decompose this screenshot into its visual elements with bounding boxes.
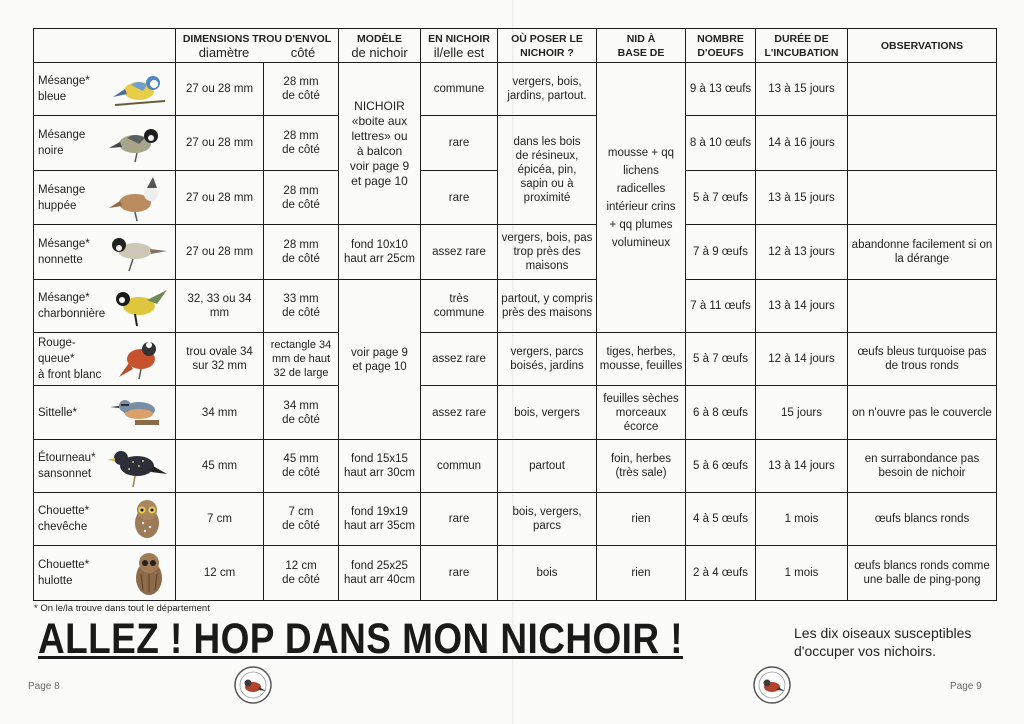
diameter-cell: 45 mm xyxy=(176,440,264,493)
status-cell: rare xyxy=(421,116,498,171)
status-cell: assez rare xyxy=(421,333,498,386)
eggs-cell: 5 à 7 œufs xyxy=(686,333,756,386)
header-nid: NID À BASE DE xyxy=(597,29,686,63)
table-row xyxy=(34,63,997,116)
page-number-left: Page 8 xyxy=(28,681,60,692)
observation-cell: œufs blancs ronds xyxy=(848,493,997,546)
status-cell: assez rare xyxy=(421,225,498,280)
status-cell: rare xyxy=(421,546,498,601)
header-duree: DURÉE DE L'INCUBATION xyxy=(756,29,848,63)
incubation-cell: 15 jours xyxy=(756,386,848,440)
eggs-cell: 2 à 4 œufs xyxy=(686,546,756,601)
header-nichoir: EN NICHOIR il/elle est xyxy=(421,29,498,63)
little-owl-icon xyxy=(125,497,169,543)
side-cell: 7 cm de côté xyxy=(264,493,339,546)
header-ou: OÙ POSER LE NICHOIR ? xyxy=(498,29,597,63)
table-row xyxy=(34,386,997,440)
side-cell: 28 mm de côté xyxy=(264,63,339,116)
eggs-cell: 7 à 11 œufs xyxy=(686,280,756,333)
crested-tit-icon xyxy=(107,175,169,223)
species-cell: Mésange* bleue xyxy=(34,63,176,116)
incubation-cell: 1 mois xyxy=(756,493,848,546)
diameter-cell: 27 ou 28 mm xyxy=(176,63,264,116)
tawny-owl-icon xyxy=(129,550,169,598)
observation-cell xyxy=(848,63,997,116)
species-cell: Mésange* nonnette xyxy=(34,225,176,280)
page-subtitle: Les dix oiseaux susceptibles d'occuper vos nichoirs. xyxy=(794,625,972,659)
table-row xyxy=(34,546,997,601)
species-cell: Chouette* hulotte xyxy=(34,546,176,601)
location-cell: vergers, parcs boisés, jardins xyxy=(498,333,597,386)
header-nombre: NOMBRE D'OEUFS xyxy=(686,29,756,63)
nest-cell: feuilles sèches morceaux écorce xyxy=(597,386,686,440)
observation-cell: abandonne facilement si on la dérange xyxy=(848,225,997,280)
side-cell: 28 mm de côté xyxy=(264,225,339,280)
table-row xyxy=(34,440,997,493)
observation-cell: œufs bleus turquoise pas de trous ronds xyxy=(848,333,997,386)
nest-cell: foin, herbes (très sale) xyxy=(597,440,686,493)
model-cell-merged: voir page 9 et page 10 xyxy=(339,280,421,440)
eggs-cell: 6 à 8 œufs xyxy=(686,386,756,440)
side-cell: rectangle 34 mm de haut 32 de large xyxy=(264,333,339,386)
header-row xyxy=(34,29,997,63)
starling-icon xyxy=(107,444,169,489)
great-tit-icon xyxy=(107,284,169,329)
table-row xyxy=(34,280,997,333)
model-cell: fond 10x10 haut arr 25cm xyxy=(339,225,421,280)
eggs-cell: 4 à 5 œufs xyxy=(686,493,756,546)
nuthatch-icon xyxy=(109,390,169,430)
diameter-cell: 27 ou 28 mm xyxy=(176,171,264,225)
species-cell: Mésange* charbonnière xyxy=(34,280,176,333)
model-cell-merged: NICHOIR «boite aux lettres» ou à balcon voir page 9 et page 10 xyxy=(339,63,421,225)
eggs-cell: 5 à 6 œufs xyxy=(686,440,756,493)
diameter-cell: 27 ou 28 mm xyxy=(176,225,264,280)
species-cell: Sittelle* xyxy=(34,386,176,440)
header-observations: OBSERVATIONS xyxy=(848,29,997,63)
nesting-box-table xyxy=(33,28,997,601)
diameter-cell: 32, 33 ou 34 mm xyxy=(176,280,264,333)
diameter-cell: 34 mm xyxy=(176,386,264,440)
status-cell: rare xyxy=(421,493,498,546)
club-logo-icon xyxy=(752,665,792,705)
side-cell: 45 mm de côté xyxy=(264,440,339,493)
incubation-cell: 14 à 16 jours xyxy=(756,116,848,171)
eggs-cell: 8 à 10 œufs xyxy=(686,116,756,171)
header-species xyxy=(34,29,176,63)
observation-cell: œufs blancs ronds comme une balle de ping-pong xyxy=(848,546,997,601)
table-row xyxy=(34,116,997,171)
location-cell: partout, y compris près des maisons xyxy=(498,280,597,333)
eggs-cell: 9 à 13 œufs xyxy=(686,63,756,116)
redstart-icon xyxy=(115,337,169,383)
nest-cell: rien xyxy=(597,546,686,601)
side-cell: 28 mm de côté xyxy=(264,171,339,225)
status-cell: commune xyxy=(421,63,498,116)
location-cell: vergers, bois, jardins, partout. xyxy=(498,63,597,116)
incubation-cell: 13 à 15 jours xyxy=(756,63,848,116)
incubation-cell: 13 à 14 jours xyxy=(756,440,848,493)
diameter-cell: 7 cm xyxy=(176,493,264,546)
eggs-cell: 7 à 9 œufs xyxy=(686,225,756,280)
eggs-cell: 5 à 7 œufs xyxy=(686,171,756,225)
observation-cell: en surrabondance pas besoin de nichoir xyxy=(848,440,997,493)
species-cell: Chouette* chevêche xyxy=(34,493,176,546)
page-number-right: Page 9 xyxy=(950,681,982,692)
coal-tit-icon xyxy=(107,120,169,165)
species-cell: Mésange noire xyxy=(34,116,176,171)
nest-cell: rien xyxy=(597,493,686,546)
incubation-cell: 13 à 15 jours xyxy=(756,171,848,225)
nest-cell: tiges, herbes, mousse, feuilles xyxy=(597,333,686,386)
incubation-cell: 1 mois xyxy=(756,546,848,601)
diameter-cell: trou ovale 34 sur 32 mm xyxy=(176,333,264,386)
location-cell: vergers, bois, pas trop près des maisons xyxy=(498,225,597,280)
footnote: * On le/la trouve dans tout le département xyxy=(34,603,210,614)
header-dimensions: DIMENSIONS TROU D'ENVOL diamètre côté xyxy=(176,29,339,63)
observation-cell xyxy=(848,171,997,225)
diameter-cell: 12 cm xyxy=(176,546,264,601)
model-cell: fond 19x19 haut arr 35cm xyxy=(339,493,421,546)
location-cell: bois, vergers xyxy=(498,386,597,440)
status-cell: assez rare xyxy=(421,386,498,440)
location-cell: bois xyxy=(498,546,597,601)
location-cell: partout xyxy=(498,440,597,493)
location-cell-merged: dans les bois de résineux, épicéa, pin, sapin ou à proximité xyxy=(498,116,597,225)
side-cell: 34 mm de côté xyxy=(264,386,339,440)
incubation-cell: 12 à 14 jours xyxy=(756,333,848,386)
incubation-cell: 12 à 13 jours xyxy=(756,225,848,280)
incubation-cell: 13 à 14 jours xyxy=(756,280,848,333)
location-cell: bois, vergers, parcs xyxy=(498,493,597,546)
side-cell: 33 mm de côté xyxy=(264,280,339,333)
table-row xyxy=(34,225,997,280)
nest-cell-merged: mousse + qq lichens radicelles intérieur crins + qq plumes volumineux xyxy=(597,63,686,333)
model-cell: fond 25x25 haut arr 40cm xyxy=(339,546,421,601)
blue-tit-icon xyxy=(109,67,169,112)
status-cell: commun xyxy=(421,440,498,493)
species-cell: Étourneau* sansonnet xyxy=(34,440,176,493)
club-logo-icon xyxy=(233,665,273,705)
side-cell: 28 mm de côté xyxy=(264,116,339,171)
marsh-tit-icon xyxy=(103,229,169,274)
diameter-cell: 27 ou 28 mm xyxy=(176,116,264,171)
side-cell: 12 cm de côté xyxy=(264,546,339,601)
page-headline: ALLEZ ! HOP DANS MON NICHOIR ! xyxy=(38,615,683,663)
header-model: MODÈLE de nichoir xyxy=(339,29,421,63)
table-row xyxy=(34,493,997,546)
model-cell: fond 15x15 haut arr 30cm xyxy=(339,440,421,493)
status-cell: rare xyxy=(421,171,498,225)
observation-cell xyxy=(848,280,997,333)
observation-cell: on n'ouvre pas le couvercle xyxy=(848,386,997,440)
species-cell: Mésange huppée xyxy=(34,171,176,225)
table-row xyxy=(34,333,997,386)
observation-cell xyxy=(848,116,997,171)
species-cell: Rouge-queue* à front blanc xyxy=(34,333,176,386)
status-cell: très commune xyxy=(421,280,498,333)
